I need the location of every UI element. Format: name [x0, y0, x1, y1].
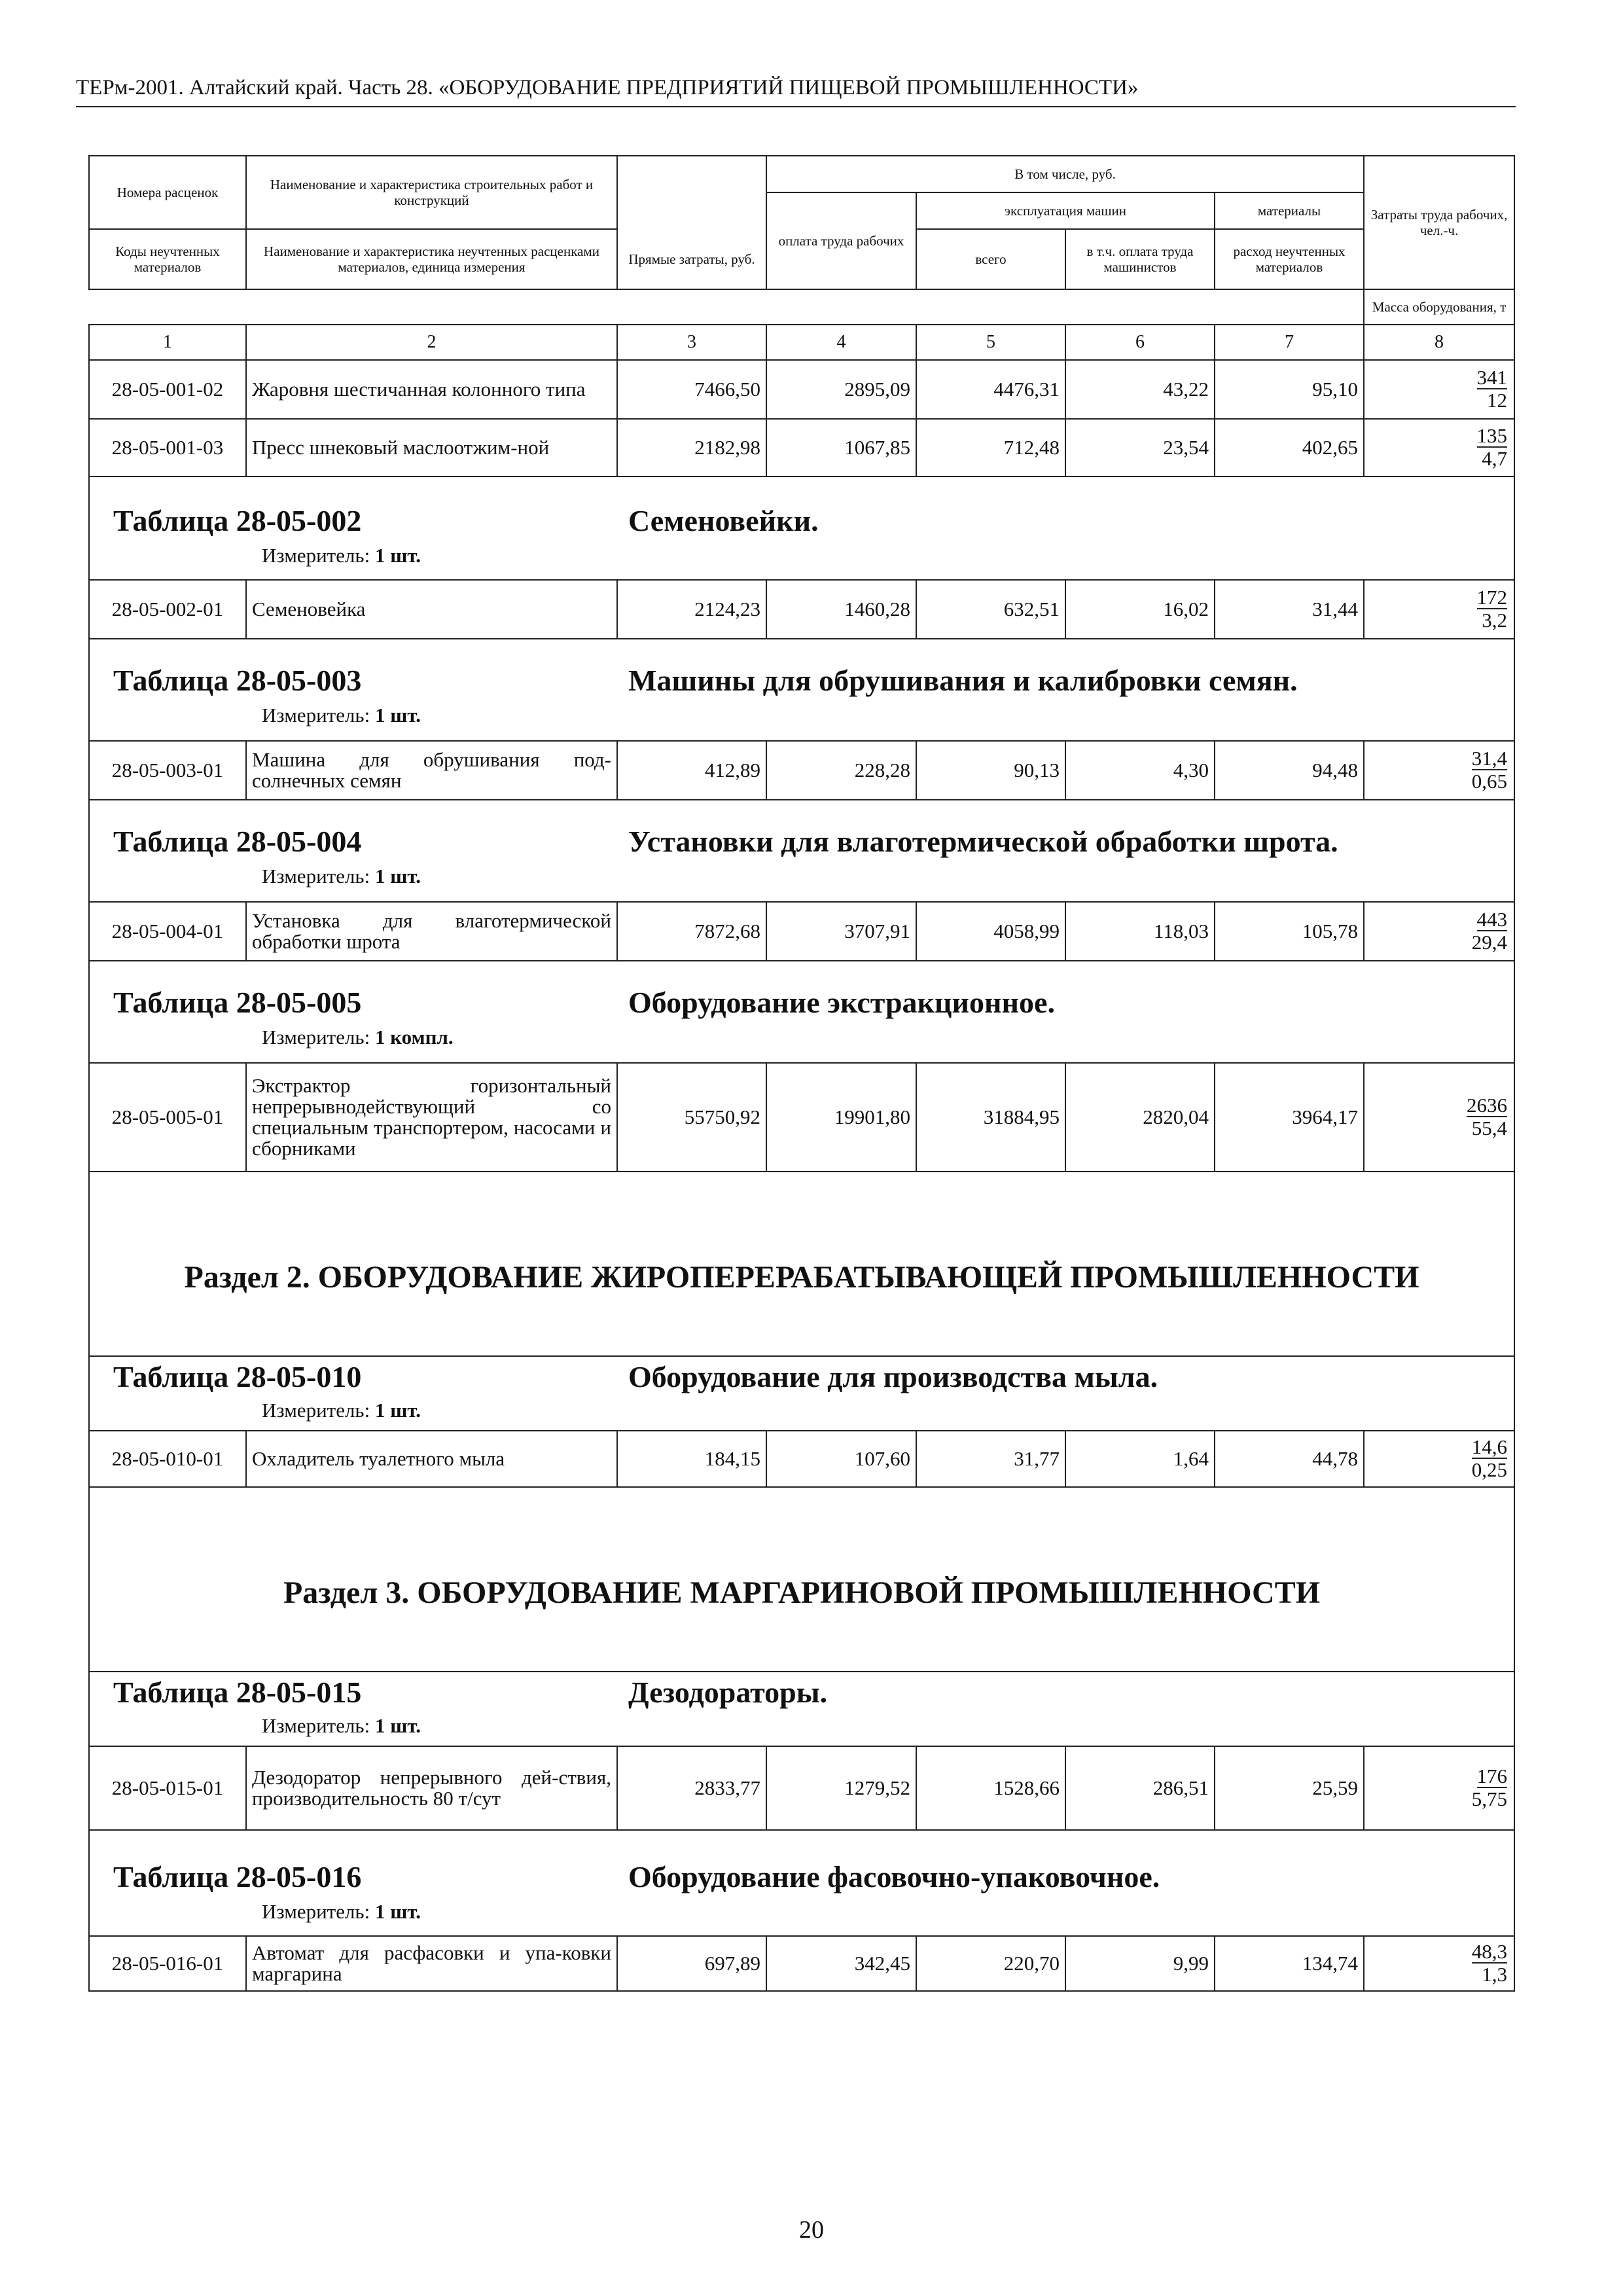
direct-costs: 55750,92: [617, 1063, 766, 1172]
rate-code: 28-05-016-01: [89, 1936, 246, 1991]
table-number: Таблица 28-05-010: [113, 1360, 362, 1393]
rate-code: 28-05-004-01: [89, 902, 246, 961]
rate-name: Машина для обрушивания под-солнечных семян: [246, 741, 617, 800]
meter: [262, 1399, 421, 1422]
machines-total: 220,70: [916, 1936, 1065, 1991]
col-number: 8: [1364, 325, 1514, 360]
header-gap: [89, 289, 1364, 325]
labor-mass-fraction: [1364, 360, 1514, 419]
rate-name: Жаровня шестичанная колонного типа: [246, 360, 617, 419]
labor-mass-fraction: [1364, 580, 1514, 639]
rate-code: 28-05-002-01: [89, 580, 246, 639]
materials-cost: 31,44: [1215, 580, 1364, 639]
direct-costs: 7872,68: [617, 902, 766, 961]
direct-costs: 184,15: [617, 1431, 766, 1487]
equipment-mass: 1,3: [1482, 1963, 1508, 1986]
meter-value: 1 шт.: [374, 1900, 421, 1923]
labor-pay: 342,45: [766, 1936, 916, 1991]
header-direct-spacer: [617, 156, 766, 229]
direct-costs: 2833,77: [617, 1746, 766, 1830]
table-row: [89, 902, 1514, 961]
section-row: [89, 1172, 1514, 1356]
col-number: 3: [617, 325, 766, 360]
meter: [262, 544, 421, 567]
table-number: Таблица 28-05-015: [113, 1676, 362, 1709]
machines-total: 31,77: [916, 1431, 1065, 1487]
table-title: Оборудование фасовочно-упаковочное.: [628, 1860, 1160, 1893]
header-material-names: Наименование и характеристика неучтенных расценками материалов, единица измерения: [246, 229, 617, 289]
labor-pay: 3707,91: [766, 902, 916, 961]
col-number: 7: [1215, 325, 1364, 360]
materials-cost: 3964,17: [1215, 1063, 1364, 1172]
labor-hours: 31,4: [1471, 747, 1508, 770]
labor-mass-fraction: [1364, 902, 1514, 961]
labor-hours: 48,3: [1471, 1940, 1508, 1963]
table-title: Оборудование экстракционное.: [628, 986, 1055, 1019]
materials-cost: 94,48: [1215, 741, 1364, 800]
col-number: 1: [89, 325, 246, 360]
machines-total: 31884,95: [916, 1063, 1065, 1172]
machinist-pay: 118,03: [1065, 902, 1215, 961]
machinist-pay: 2820,04: [1065, 1063, 1215, 1172]
direct-costs: 697,89: [617, 1936, 766, 1991]
rate-code: 28-05-005-01: [89, 1063, 246, 1172]
col-number: 2: [246, 325, 617, 360]
direct-costs: 2124,23: [617, 580, 766, 639]
section-row: [89, 1487, 1514, 1672]
labor-hours: 172: [1476, 586, 1508, 609]
direct-costs: 2182,98: [617, 419, 766, 476]
table-title: Семеновейки.: [628, 504, 819, 537]
header-materials-expense: расход неучтенных материалов: [1215, 229, 1364, 289]
labor-pay: 107,60: [766, 1431, 916, 1487]
col-number: 4: [766, 325, 916, 360]
labor-hours: 176: [1476, 1765, 1508, 1787]
labor-mass-fraction: [1364, 1746, 1514, 1830]
machines-total: 712,48: [916, 419, 1065, 476]
labor-pay: 1067,85: [766, 419, 916, 476]
labor-hours: 443: [1476, 908, 1508, 931]
labor-mass-fraction: [1364, 419, 1514, 476]
page-number: 20: [799, 2216, 824, 2244]
materials-cost: 44,78: [1215, 1431, 1364, 1487]
materials-cost: 402,65: [1215, 419, 1364, 476]
meter: [262, 1026, 454, 1049]
table-title-row: [89, 1830, 1514, 1936]
table-row: [89, 580, 1514, 639]
table-row: [89, 741, 1514, 800]
direct-costs: 7466,50: [617, 360, 766, 419]
table-title-row: [89, 1356, 1514, 1431]
equipment-mass: 0,25: [1471, 1458, 1508, 1481]
rate-name: Пресс шнековый маслоотжим-ной: [246, 419, 617, 476]
meter: [262, 865, 421, 888]
machines-total: 1528,66: [916, 1746, 1065, 1830]
table-number: Таблица 28-05-004: [113, 825, 362, 858]
labor-pay: 19901,80: [766, 1063, 916, 1172]
machinist-pay: 9,99: [1065, 1936, 1215, 1991]
meter-label: Измеритель:: [262, 704, 370, 726]
machinist-pay: 1,64: [1065, 1431, 1215, 1487]
column-numbers-row: [89, 325, 1514, 360]
rates-table: [88, 155, 1515, 1992]
table-title: Машины для обрушивания и калибровки семян.: [628, 664, 1298, 697]
header-rule: [76, 106, 1516, 107]
labor-mass-fraction: [1364, 741, 1514, 800]
table-number: Таблица 28-05-002: [113, 504, 362, 537]
header-material-codes: Коды неучтенных материалов: [89, 229, 246, 289]
table-row: [89, 1746, 1514, 1830]
col-number: 5: [916, 325, 1065, 360]
meter-value: 1 шт.: [374, 1714, 421, 1737]
table-title-row: [89, 639, 1514, 741]
header-equipment-mass: Масса оборудования, т: [1364, 289, 1514, 325]
labor-pay: 228,28: [766, 741, 916, 800]
table-title: Оборудование для производства мыла.: [628, 1360, 1158, 1393]
equipment-mass: 55,4: [1471, 1117, 1508, 1139]
rate-name: Охладитель туалетного мыла: [246, 1431, 617, 1487]
header-labor-costs: Затраты труда рабочих, чел.-ч.: [1364, 156, 1514, 289]
header-machines-total: всего: [916, 229, 1065, 289]
materials-cost: 25,59: [1215, 1746, 1364, 1830]
equipment-mass: 5,75: [1471, 1787, 1508, 1810]
table-title: Установки для влаготермической обработки шрота.: [628, 825, 1338, 858]
running-title: ТЕРм-2001. Алтайский край. Часть 28. «ОБОРУДОВАНИЕ ПРЕДПРИЯТИЙ ПИЩЕВОЙ ПРОМЫШЛЕННОСТИ»: [76, 76, 1139, 99]
rate-name: Семеновейка: [246, 580, 617, 639]
direct-costs: 412,89: [617, 741, 766, 800]
section-title: Раздел 3. ОБОРУДОВАНИЕ МАРГАРИНОВОЙ ПРОМЫШЛЕННОСТИ: [89, 1487, 1514, 1672]
meter: [262, 704, 421, 727]
meter-label: Измеритель:: [262, 865, 370, 888]
meter-value: 1 шт.: [374, 865, 421, 888]
machinist-pay: 16,02: [1065, 580, 1215, 639]
labor-hours: 135: [1476, 424, 1508, 447]
header-direct-costs: Прямые затраты, руб.: [617, 229, 766, 289]
header-machines: эксплуатация машин: [916, 192, 1215, 229]
meter-value: 1 шт.: [374, 544, 421, 567]
rate-code: 28-05-010-01: [89, 1431, 246, 1487]
meter-value: 1 шт.: [374, 704, 421, 726]
table-row: [89, 1936, 1514, 1991]
table-row: [89, 1063, 1514, 1172]
labor-hours: 14,6: [1471, 1435, 1508, 1458]
rate-name: Установка для влаготермической обработки шрота: [246, 902, 617, 961]
meter-label: Измеритель:: [262, 1900, 370, 1923]
rate-code: 28-05-001-02: [89, 360, 246, 419]
header-including: В том числе, руб.: [766, 156, 1364, 192]
labor-mass-fraction: [1364, 1063, 1514, 1172]
table-number: Таблица 28-05-005: [113, 986, 362, 1019]
meter-label: Измеритель:: [262, 1399, 370, 1422]
rate-code: 28-05-001-03: [89, 419, 246, 476]
table-title-row: [89, 476, 1514, 580]
materials-cost: 95,10: [1215, 360, 1364, 419]
meter-value: 1 компл.: [374, 1026, 454, 1049]
materials-cost: 105,78: [1215, 902, 1364, 961]
machines-total: 4476,31: [916, 360, 1065, 419]
header-rate-number: Номера расценок: [89, 156, 246, 229]
machinist-pay: 4,30: [1065, 741, 1215, 800]
machines-total: 90,13: [916, 741, 1065, 800]
header-labor-pay: оплата труда рабочих: [766, 192, 916, 289]
machinist-pay: 23,54: [1065, 419, 1215, 476]
equipment-mass: 0,65: [1471, 770, 1508, 793]
rate-name: Экстрактор горизонтальный непрерывнодействующий со специальным транспортером, насосами и сборниками: [246, 1063, 617, 1172]
table-row: [89, 1431, 1514, 1487]
header-materials: материалы: [1215, 192, 1364, 229]
meter-label: Измеритель:: [262, 1026, 370, 1049]
machinist-pay: 286,51: [1065, 1746, 1215, 1830]
machines-total: 632,51: [916, 580, 1065, 639]
labor-hours: 2636: [1467, 1094, 1508, 1117]
section-title: Раздел 2. ОБОРУДОВАНИЕ ЖИРОПЕРЕРАБАТЫВАЮЩЕЙ ПРОМЫШЛЕННОСТИ: [89, 1172, 1514, 1356]
equipment-mass: 4,7: [1482, 447, 1508, 470]
labor-pay: 1279,52: [766, 1746, 916, 1830]
table-number: Таблица 28-05-003: [113, 664, 362, 697]
labor-hours: 341: [1476, 366, 1508, 389]
labor-mass-fraction: [1364, 1936, 1514, 1991]
col-number: 6: [1065, 325, 1215, 360]
labor-pay: 1460,28: [766, 580, 916, 639]
rate-code: 28-05-003-01: [89, 741, 246, 800]
materials-cost: 134,74: [1215, 1936, 1364, 1991]
meter-label: Измеритель:: [262, 1714, 370, 1737]
rate-name: Дезодоратор непрерывного дей-ствия, производительность 80 т/сут: [246, 1746, 617, 1830]
table-title-row: [89, 800, 1514, 902]
header-work-name: Наименование и характеристика строительных работ и конструкций: [246, 156, 617, 229]
table-title-row: [89, 1672, 1514, 1746]
machinist-pay: 43,22: [1065, 360, 1215, 419]
machines-total: 4058,99: [916, 902, 1065, 961]
labor-mass-fraction: [1364, 1431, 1514, 1487]
meter: [262, 1900, 421, 1924]
labor-pay: 2895,09: [766, 360, 916, 419]
equipment-mass: 12: [1487, 389, 1508, 412]
table-row: [89, 360, 1514, 419]
rate-name: Автомат для расфасовки и упа-ковки маргарина: [246, 1936, 617, 1991]
table-row: [89, 419, 1514, 476]
meter-label: Измеритель:: [262, 544, 370, 567]
meter: [262, 1714, 421, 1738]
table-number: Таблица 28-05-016: [113, 1860, 362, 1893]
meter-value: 1 шт.: [374, 1399, 421, 1422]
table-title-row: [89, 961, 1514, 1063]
header-machinist-pay: в т.ч. оплата труда машинистов: [1065, 229, 1215, 289]
equipment-mass: 3,2: [1482, 609, 1508, 632]
equipment-mass: 29,4: [1471, 931, 1508, 954]
rate-code: 28-05-015-01: [89, 1746, 246, 1830]
table-title: Дезодораторы.: [628, 1676, 828, 1709]
